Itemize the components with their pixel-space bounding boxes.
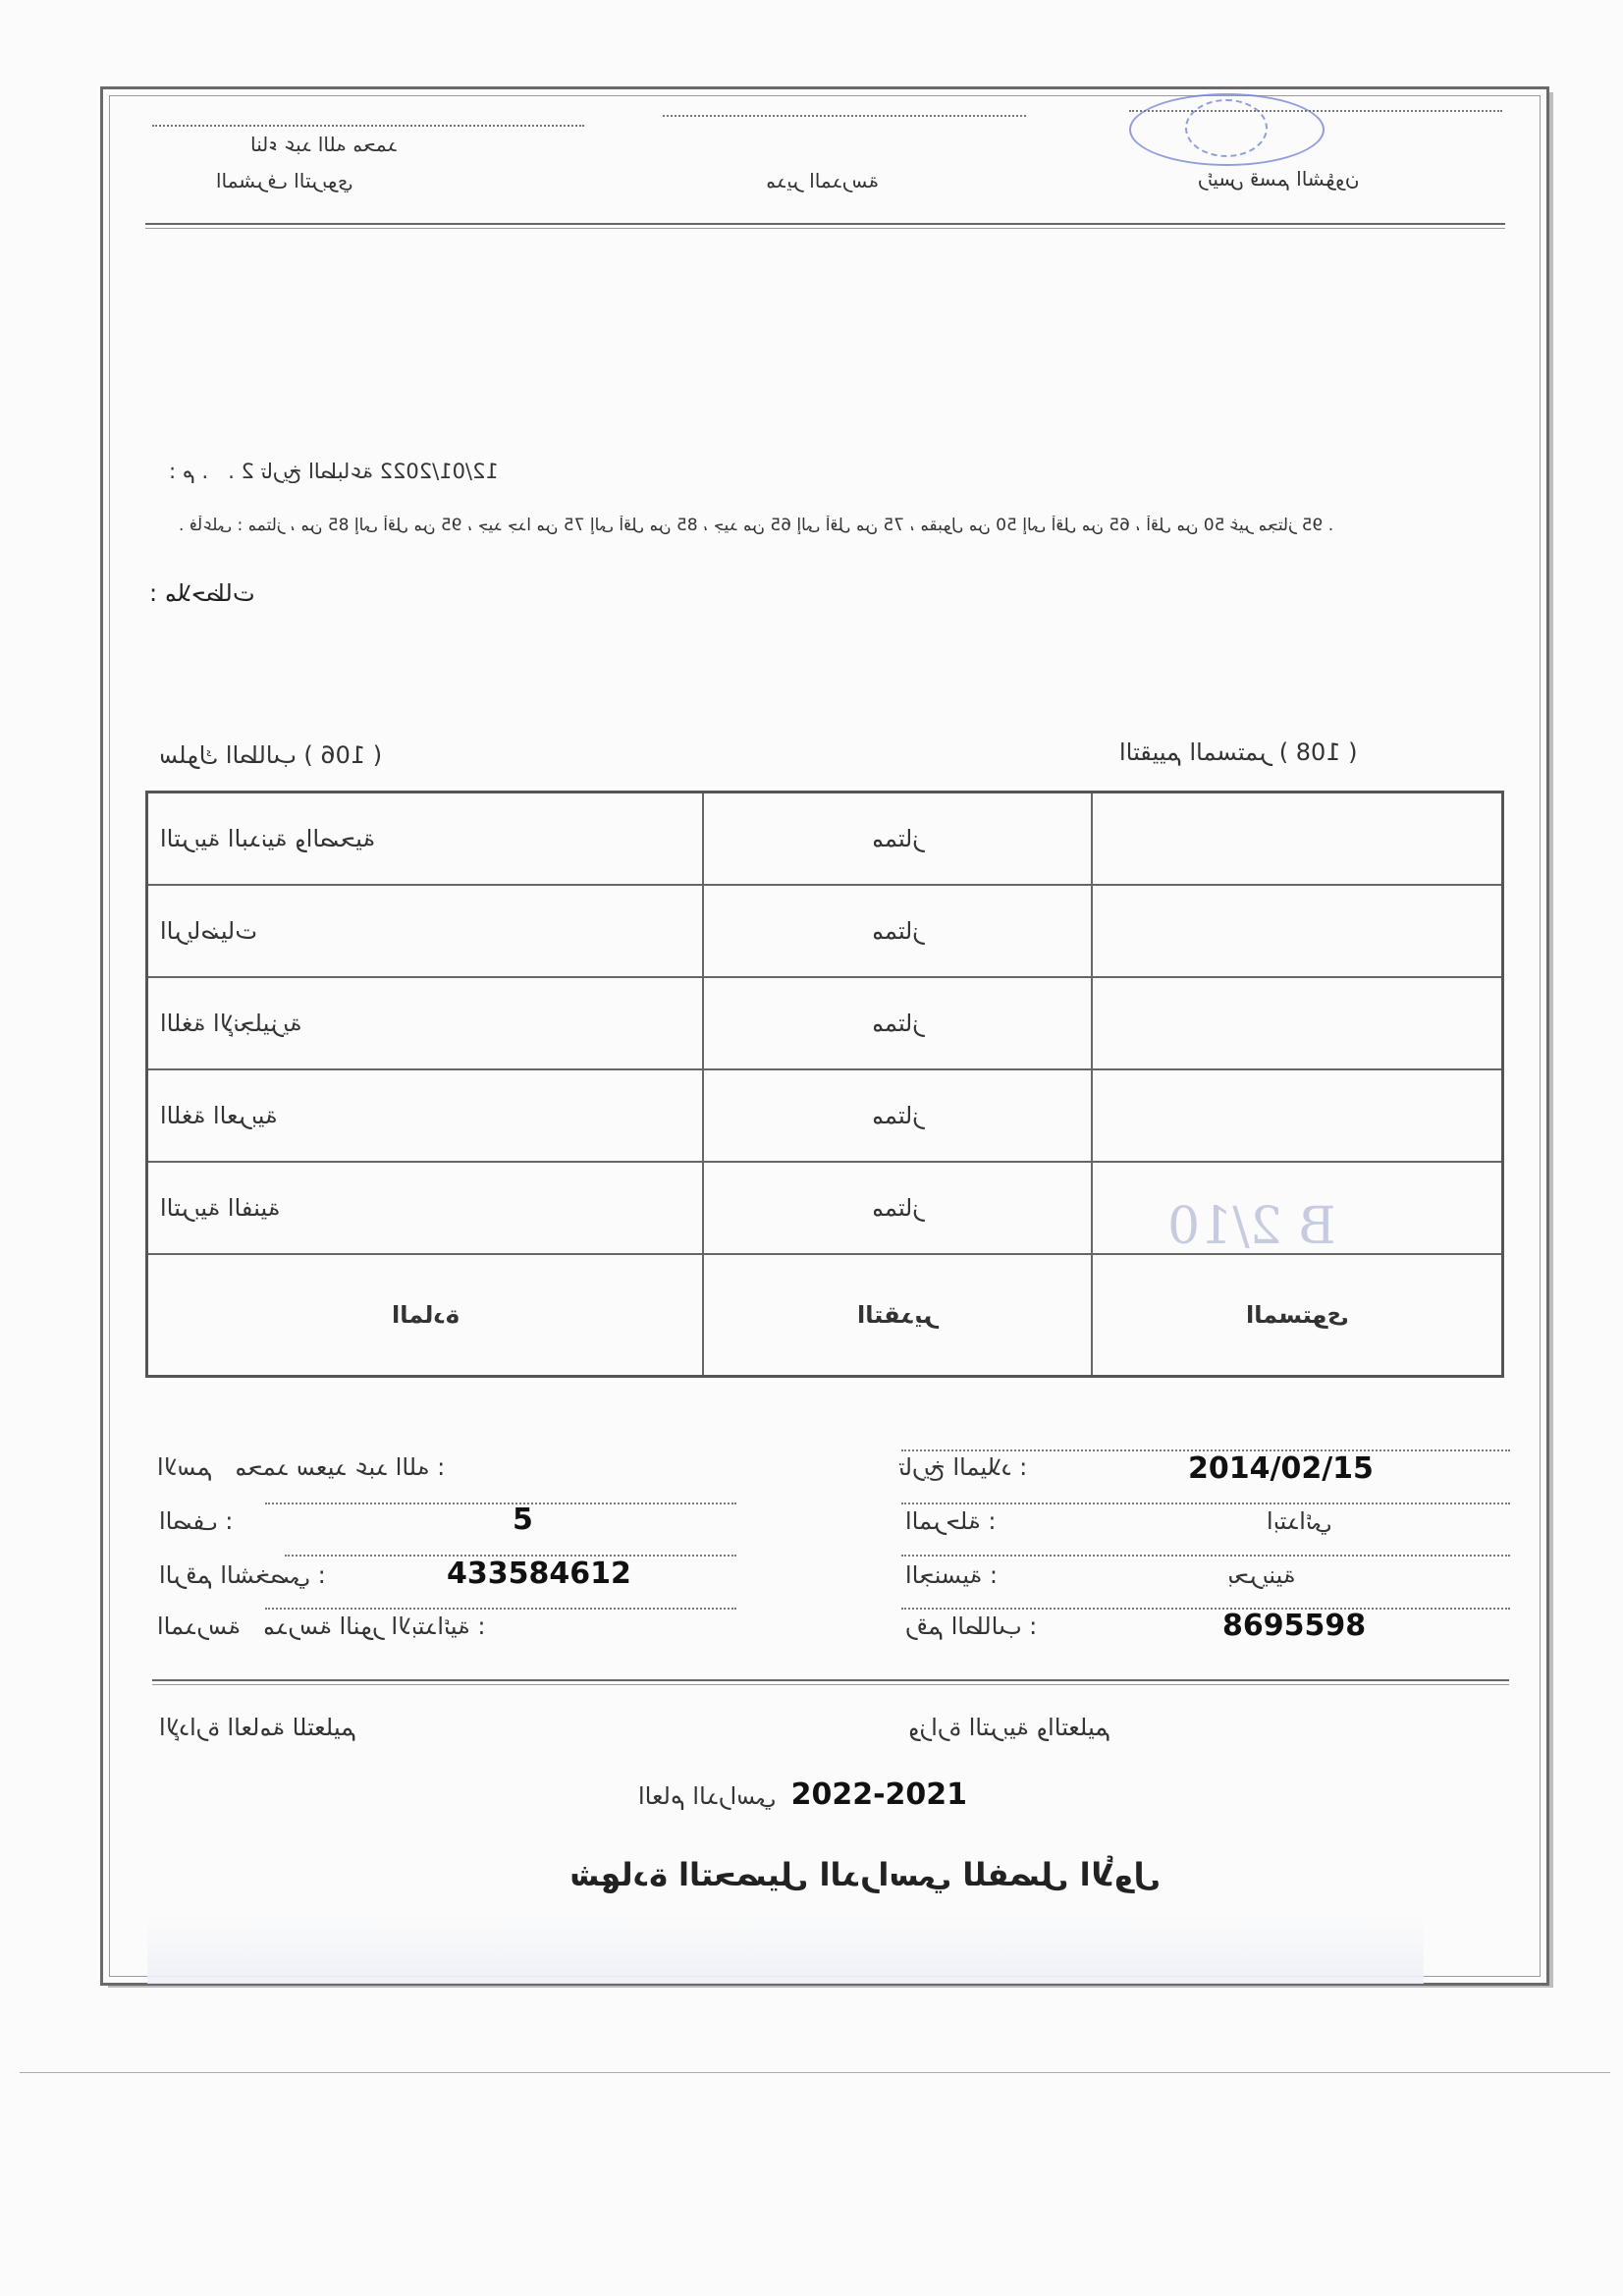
subject-name: ﺍﻟﺮﻳﺎﺿﻴﺎﺕ: [160, 917, 257, 945]
table-row: [147, 1069, 1503, 1162]
cpr-value: 433584612: [447, 1557, 631, 1591]
institution-left: ﺍﻹﺩﺍﺭﺓ ﺍﻟﻌﺎﻣﺔ ﻟﻠﺘﻌﻠﻴﻢ: [159, 1714, 356, 1741]
certificate-title: ﺷﻬﺎﺩﺓ ﺍﻟﺘﺤﺼﻴﻞ ﺍﻟﺪﺭﺍﺳﻲ ﻟﻠﻔﺼﻞ ﺍﻷﻭﻝ: [569, 1856, 1162, 1893]
grades-table: [145, 791, 1504, 1378]
class-label: : ﺍﻟﺼﻒ: [159, 1507, 234, 1535]
academic-year-row: [638, 1777, 967, 1812]
info-line: [901, 1608, 1510, 1610]
subject-cell: [147, 977, 704, 1069]
header-level: [1092, 1254, 1503, 1377]
signature-line-left: [152, 125, 584, 127]
print-date-value: 12/01/2022 ﻡ .: [182, 460, 499, 483]
grade-cell: [703, 1069, 1092, 1162]
table-row: [147, 1162, 1503, 1254]
school-row: [157, 1613, 485, 1640]
level-cell: [1092, 885, 1503, 977]
student-no-value: 8695598: [1222, 1609, 1367, 1643]
header-subject-label: ﺍﻟﻤﺎﺩﺓ: [391, 1301, 460, 1329]
header-level-label: ﺍﻟﻤﺴﺘﻮﻯ: [1245, 1301, 1349, 1329]
info-line: [265, 1608, 736, 1610]
subject-cell: [147, 1069, 704, 1162]
header-divider: [145, 223, 1505, 229]
subject-name: ﺍﻟﻠﻐﺔ ﺍﻟﻌﺮﺑﻴﺔ: [160, 1102, 278, 1129]
notes-line-1: . 95 ﻓﺄﻋﻠﻰ : ﻣﻤﺘﺎﺯ ، ﻣﻦ 85 ﺇﻟﻰ ﺃﻗﻞ ﻣﻦ 95 ، ﺟﻴﺪ ﺟﺪﺍ ﻣﻦ 75 ﺇﻟﻰ ﺃﻗﻞ ﻣﻦ 85 ، ﺟﻴﺪ ﻣﻦ 65 ﺇﻟﻰ ﺃﻗﻞ ﻣﻦ 75 ، ﻣﻘﺒﻮﻝ ﻣﻦ 50 ﺇﻟﻰ ﺃﻗﻞ ﻣﻦ 65 ، ﺃﻗﻞ ﻣﻦ 50 ﻏﻴﺮ ﻣﺠﺘﺎﺯ .: [179, 516, 1334, 535]
header-grade: [703, 1254, 1092, 1377]
academic-year-label: ﺍﻟﻌﺎﻡ ﺍﻟﺪﺭﺍﺳﻲ: [638, 1782, 777, 1810]
code-right-number: ( 108 ): [1278, 738, 1358, 766]
code-right-text: ﺍﻟﺘﻘﻴﻴﻢ ﺍﻟﻤﺴﺘﻤﺮ: [1119, 738, 1272, 766]
code-left-number: ( 106 ): [303, 741, 383, 769]
signatory-left-name: ﻟﻨﺎﺀ ﻋﺒﺪ ﺍﻟﻠﻪ ﻣﺤﻤﺪ: [250, 133, 398, 156]
info-line: [265, 1503, 736, 1504]
subject-name: ﺍﻟﺘﺮﺑﻴﺔ ﺍﻟﺒﺪﻧﻴﺔ ﻭﺍﻟﺼﺤﻴﺔ: [160, 825, 376, 852]
code-left: [159, 741, 382, 769]
notes-heading: ﻣﻼﺣﻈﺎﺕ :: [149, 579, 255, 607]
subject-cell: [147, 885, 704, 977]
grade-value: ﻣﻤﺘﺎﺯ: [871, 1194, 924, 1222]
subject-cell: [147, 793, 704, 886]
student-no-label: : ﺭﻗﻢ ﺍﻟﻄﺎﻟﺐ: [905, 1613, 1038, 1640]
grade-value: ﻣﻤﺘﺎﺯ: [871, 1010, 924, 1037]
grade-value: ﻣﻤﺘﺎﺯ: [871, 1102, 924, 1129]
info-line: [901, 1503, 1510, 1504]
institution-right: ﻭﺯﺍﺭﺓ ﺍﻟﺘﺮﺑﻴﺔ ﻭﺍﻟﺘﻌﻠﻴﻢ: [908, 1714, 1111, 1741]
grade-cell: [703, 793, 1092, 886]
level-cell: [1092, 793, 1503, 886]
grade-cell: [703, 885, 1092, 977]
level-cell: [1092, 977, 1503, 1069]
official-stamp: [1129, 93, 1325, 166]
grade-cell: [703, 977, 1092, 1069]
scan-shadow: [147, 1915, 1424, 1984]
signatory-left-title: ﺍﻟﻤﺸﺮﻑ ﺍﻟﺘﺮﺑﻮﻱ: [216, 169, 353, 192]
subject-name: ﺍﻟﺘﺮﺑﻴﺔ ﺍﻟﻔﻨﻴﺔ: [160, 1194, 281, 1222]
table-row: [147, 793, 1503, 886]
table-row: [147, 977, 1503, 1069]
level-cell: [1092, 1069, 1503, 1162]
subject-name: ﺍﻟﻠﻐﺔ ﺍﻹﻧﺠﻠﻴﺰﻳﺔ: [160, 1010, 302, 1037]
birth-label: : ﺗﺎﺭﻳﺦ ﺍﻟﻤﻴﻼﺩ: [898, 1453, 1028, 1481]
header-grade-label: ﺍﻟﺘﻘﺪﻳﺮ: [856, 1301, 939, 1329]
print-date-label: . 2 ﺗﺎﺭﻳﺦ ﺍﻟﻄﺒﺎﻋﺔ :: [169, 460, 374, 483]
signature-line-center: [663, 115, 1026, 117]
nationality-label: : ﺍﻟﺠﻨﺴﻴﺔ: [905, 1561, 998, 1589]
signatory-center-title: ﻣﺪﻳﺮ ﺍﻟﻤﺪﺭﺳﺔ: [766, 169, 880, 192]
cpr-label: : ﺍﻟﺮﻗﻢ ﺍﻟﺸﺨﺼﻲ: [159, 1561, 326, 1589]
faded-handwritten-mark: B 2/10: [1167, 1197, 1336, 1256]
footer-divider: [152, 1679, 1509, 1685]
notes-line-2: [169, 460, 499, 483]
stage-label: : ﺍﻟﻤﺮﺣﻠﺔ: [905, 1507, 997, 1535]
class-value: 5: [513, 1503, 533, 1537]
table-row: [147, 885, 1503, 977]
code-left-text: ﺳﻠﻮﻙ ﺍﻟﻄﺎﻟﺐ: [159, 741, 297, 769]
school-value: ﻣﺪﺭﺳﺔ ﺍﻟﻨﻮﺭ ﺍﻻﺑﺘﺪﺍﺋﻴﺔ: [262, 1613, 470, 1640]
name-label: : ﺍﻻﺳﻢ: [157, 1453, 446, 1481]
academic-year: 2022-2021: [790, 1777, 968, 1812]
stage-value: ﺍﺑﺘﺪﺍﺋﻲ: [1267, 1507, 1332, 1535]
code-right: [1119, 738, 1358, 766]
subject-cell: [147, 1162, 704, 1254]
nationality-value: ﺑﺤﺮﻳﻨﻴﺔ: [1227, 1561, 1296, 1589]
grade-value: ﻣﻤﺘﺎﺯ: [871, 917, 924, 945]
signature-line-right: [1129, 110, 1502, 112]
table-header-row: [147, 1254, 1503, 1377]
grade-value: ﻣﻤﺘﺎﺯ: [871, 825, 924, 852]
info-line: [901, 1555, 1510, 1557]
school-label: : ﺍﻟﻤﺪﺭﺳﺔ: [157, 1613, 486, 1640]
page-bottom-line: [20, 2072, 1610, 2073]
grade-cell: [703, 1162, 1336, 1256]
signatory-right-title: ﺭﺋﻴﺲ ﻗﺴﻢ ﺍﻟﺸﺆﻭﻥ: [1198, 167, 1360, 191]
name-value: ﻣﺤﻤﺪ ﺳﻌﻴﺪ ﻋﺒﺪ ﺍﻟﻠﻪ: [235, 1453, 430, 1481]
header-subject: [147, 1254, 704, 1377]
birth-value: 2014/02/15: [1188, 1451, 1374, 1486]
name-row: [157, 1453, 445, 1481]
